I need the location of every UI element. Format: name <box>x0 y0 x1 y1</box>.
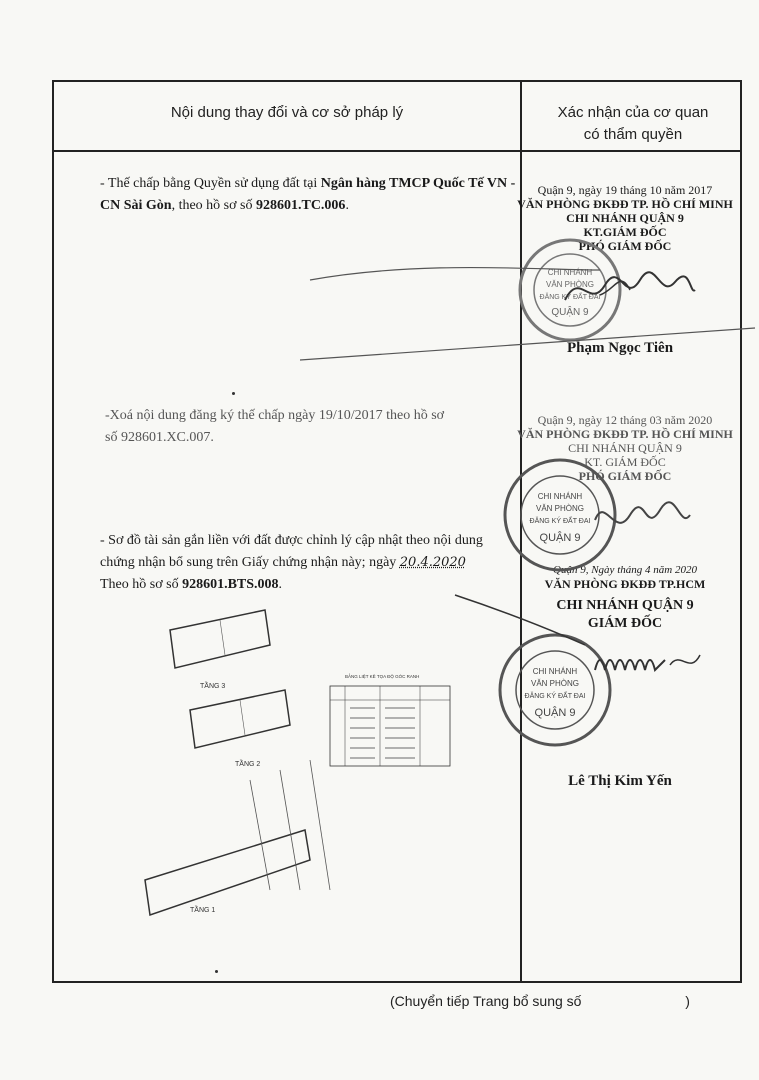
diagonal-stroke-1 <box>300 240 759 370</box>
floor2-label: TẦNG 2 <box>235 761 261 768</box>
floor2-plan <box>190 690 290 768</box>
signer-1: Phạm Ngọc Tiên <box>566 340 674 356</box>
footer-continuation: (Chuyển tiếp Trang bổ sung số ) <box>390 993 690 1009</box>
coordinate-table-title: BẢNG LIỆT KÊ TỌA ĐỘ GÓC RANH <box>345 674 420 679</box>
header-divider <box>54 150 740 152</box>
stamp3-text-4: QUẬN 9 <box>534 707 576 719</box>
coordinate-table <box>330 672 450 766</box>
floor3-label: TẦNG 3 <box>200 683 226 690</box>
scan-speck <box>232 392 235 395</box>
certification-2020-april: Quận 9, Ngày tháng 4 năm 2020 VĂN PHÒNG ĐKĐĐ TP.HCM CHI NHÁNH QUẬN 9 GIÁM ĐỐC <box>544 564 706 631</box>
header-right-line1: Xác nhận của cơ quan <box>557 104 709 121</box>
header-left: Nội dung thay đổi và cơ sở pháp lý <box>170 104 404 121</box>
floor-plan-drawings <box>130 590 460 920</box>
signature-3 <box>590 640 710 700</box>
header-right-line2: có thẩm quyền <box>583 126 683 143</box>
stamp1-text-3: ĐĂNG KÝ ĐẤT ĐAI <box>539 294 601 301</box>
stamp2-text-4: QUẬN 9 <box>539 532 581 544</box>
floor1-plan <box>145 760 330 915</box>
stamp1-text-1: CHI NHÁNH <box>547 268 593 277</box>
scan-speck <box>215 970 218 973</box>
stamp1-text-4: QUẬN 9 <box>551 307 589 318</box>
entry-mortgage: - Thế chấp bằng Quyền sử dụng đất tại Ngân hàng TMCP Quốc Tế VN - CN Sài Gòn, theo hồ sơ số 928601.TC.006. <box>100 176 516 213</box>
signer-3: Lê Thị Kim Yến <box>568 773 672 789</box>
signature-2 <box>590 490 700 550</box>
certification-2020-march: Quận 9, ngày 12 tháng 03 năm 2020 VĂN PHÒNG ĐKĐĐ TP. HỒ CHÍ MINH CHI NHÁNH QUẬN 9 KT. GIÁM ĐỐC PHÓ GIÁM ĐỐC <box>517 413 733 483</box>
floor1-label: TẦNG 1 <box>190 907 216 914</box>
stamp3-text-1: CHI NHÁNH <box>532 667 578 676</box>
floor3-plan <box>170 610 270 690</box>
stamp2-text-3: ĐĂNG KÝ ĐẤT ĐAI <box>529 518 591 525</box>
stamp1-text-2: VĂN PHÒNG <box>545 280 595 289</box>
stamp3-text-3: ĐĂNG KÝ ĐẤT ĐAI <box>524 693 586 700</box>
stamp3-text-2: VĂN PHÒNG <box>530 679 580 688</box>
handwritten-date: 20.4.2020 <box>399 555 466 570</box>
header-right <box>522 102 744 146</box>
diagonal-stroke-2 <box>450 590 590 650</box>
stamp2-text-2: VĂN PHÒNG <box>535 504 585 513</box>
stamp2-text-1: CHI NHÁNH <box>537 492 583 501</box>
certification-2017: Quận 9, ngày 19 tháng 10 năm 2017 VĂN PHÒNG ĐKĐĐ TP. HỒ CHÍ MINH CHI NHÁNH QUẬN 9 KT.GIÁM ĐỐC PHÓ GIÁM ĐỐC <box>517 183 733 253</box>
entry-mortgage-removal: -Xoá nội dung đăng ký thế chấp ngày 19/10/2017 theo hồ sơ số 928601.XC.007. <box>105 408 445 445</box>
entry-asset-diagram: - Sơ đồ tài sản gắn liền với đất được chỉnh lý cập nhật theo nội dung chứng nhận bổ sung trên Giấy chứng nhận này; ngày 20.4.2020 Theo hồ sơ số 928601.BTS.008. <box>100 533 483 592</box>
floor-plan-svg <box>130 590 460 920</box>
